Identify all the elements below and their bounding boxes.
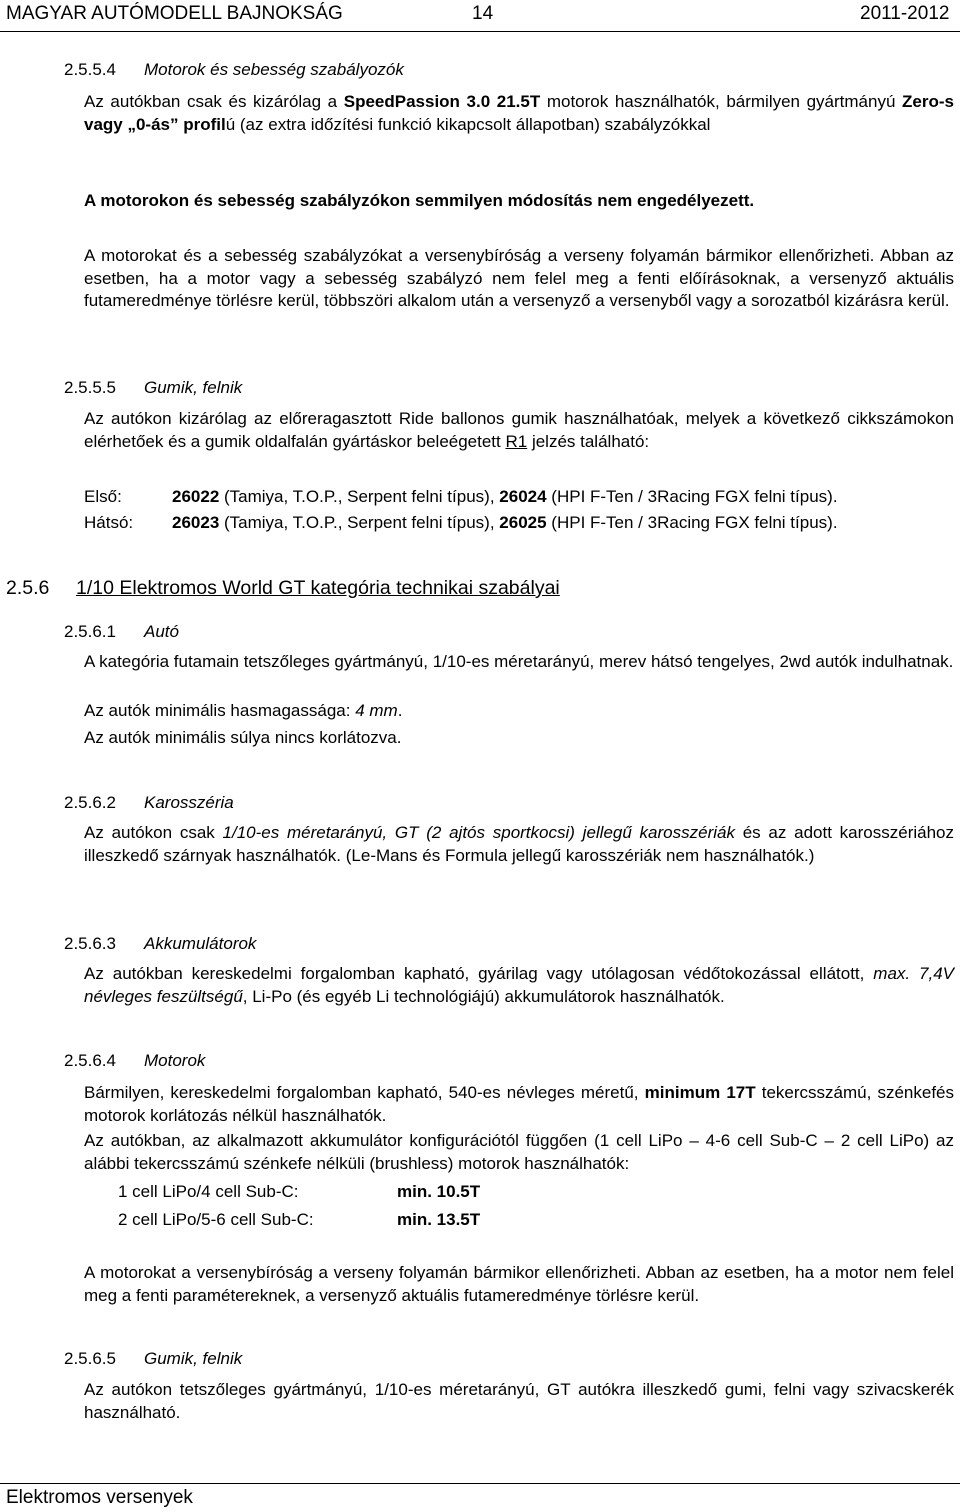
- section-title: Gumik, felnik: [144, 1349, 243, 1368]
- motor-row: 2 cell LiPo/5-6 cell Sub-C: min. 13.5T: [118, 1210, 481, 1229]
- section-heading-2-5-6-4: [64, 1050, 205, 1073]
- section-title: Motorok: [144, 1051, 206, 1070]
- section-heading-2-5-5-4: [64, 59, 404, 82]
- paragraph: Az autókon kizárólag az előreragasztott Ride ballonos gumik használhatóak, melyek a következő cikkszámokon elérhetőek és a gumik oldalfalán gyártáskor beleégetett R1 jelzés található:: [84, 409, 954, 451]
- paragraph: Az autókban csak és kizárólag a SpeedPassion 3.0 21.5T motorok használhatók, bármilyen gyártmányú Zero-s vagy „0-ás” profilú (az extra időzítési funkció kikapcsolt állapotban) szabályzókkal: [84, 92, 954, 134]
- header-rule: [0, 31, 960, 32]
- paragraph: A motorokat a versenybíróság a verseny folyamán bármikor ellenőrizheti. Abban az esetben, ha a motor nem felel meg a fenti paramétereknek, a versenyző aktuális futameredménye törlésre kerül.: [84, 1263, 954, 1305]
- section-number: 2.5.5.4: [64, 60, 116, 79]
- section-title: Motorok és sebesség szabályozók: [144, 60, 404, 79]
- section-number: 2.5.6.3: [64, 934, 116, 953]
- section-title: 1/10 Elektromos World GT kategória technikai szabályai: [76, 577, 560, 599]
- section-title: Karosszéria: [144, 793, 234, 812]
- section-number: 2.5.6.5: [64, 1349, 116, 1368]
- header-year: 2011-2012: [860, 3, 950, 24]
- tire-row-rear: Hátsó: 26023 (Tamiya, T.O.P., Serpent felni típus), 26025 (HPI F-Ten / 3Racing FGX felni típus).: [84, 513, 838, 532]
- paragraph: Az autókban kereskedelmi forgalomban kapható, gyárilag vagy utólagosan védőtokozással ellátott, max. 7,4V névleges feszültségű, Li-Po (és egyéb Li technológiájú) akkumulátorok használhatók.: [84, 964, 954, 1006]
- section-number: 2.5.6.2: [64, 793, 116, 812]
- paragraph: A kategória futamain tetszőleges gyártmányú, 1/10-es méretarányú, merev hátsó tengelyes, 2wd autók indulhatnak.: [84, 652, 954, 671]
- footer-text: Elektromos versenyek: [6, 1487, 193, 1508]
- section-heading-2-5-6-3: [64, 933, 256, 956]
- paragraph: Az autók minimális hasmagassága: 4 mm.: [84, 701, 403, 720]
- paragraph: Az autókban, az alkalmazott akkumulátor konfigurációtól függően (1 cell LiPo – 4-6 cell Sub-C – 2 cell LiPo) az alábbi tekercsszámú szénkefe nélküli (brushless) motorok használhatók:: [84, 1131, 954, 1173]
- section-heading-2-5-5-5: [64, 377, 242, 400]
- section-title: Akkumulátorok: [144, 934, 257, 953]
- section-heading-2-5-6-2: [64, 792, 234, 815]
- paragraph: Az autók minimális súlya nincs korlátozva.: [84, 728, 402, 747]
- header-title: MAGYAR AUTÓMODELL BAJNOKSÁG: [6, 3, 343, 24]
- paragraph: Az autókon csak 1/10-es méretarányú, GT (2 ajtós sportkocsi) jellegű karosszériák és az adott karosszériához illeszkedő szárnyak használhatók. (Le-Mans és Formula jellegű karosszériák nem használhatók.): [84, 823, 954, 865]
- section-title: Gumik, felnik: [144, 378, 243, 397]
- section-number: 2.5.6.4: [64, 1051, 116, 1070]
- footer-rule: [0, 1483, 960, 1484]
- section-heading-2-5-6-5: [64, 1348, 242, 1371]
- bold-notice: A motorokon és sebesség szabályzókon semmilyen módosítás nem engedélyezett.: [84, 191, 755, 210]
- paragraph: A motorokat és a sebesség szabályzókat a versenybíróság a verseny folyamán bármikor ellenőrizheti. Abban az esetben, ha a motor vagy a sebesség szabályzó nem felel meg a fenti előírásoknak, a versenyző aktuális futameredménye törlésre kerül, többszöri alkalom után a versenyző a versenyből vagy a sorozatból kizárásra kerül.: [84, 246, 954, 310]
- section-number: 2.5.5.5: [64, 378, 116, 397]
- section-title: Autó: [144, 622, 179, 641]
- tire-row-front: Első: 26022 (Tamiya, T.O.P., Serpent felni típus), 26024 (HPI F-Ten / 3Racing FGX felni típus).: [84, 487, 838, 506]
- section-number: 2.5.6.1: [64, 622, 116, 641]
- page-number: 14: [472, 3, 494, 24]
- section-number: 2.5.6: [6, 577, 50, 599]
- section-heading-2-5-6-1: [64, 621, 179, 644]
- motor-row: 1 cell LiPo/4 cell Sub-C: min. 10.5T: [118, 1182, 481, 1201]
- paragraph: Bármilyen, kereskedelmi forgalomban kapható, 540-es névleges méretű, minimum 17T tekercsszámú, szénkefés motorok korlátozás nélkül használhatók.: [84, 1083, 954, 1125]
- section-heading-2-5-6: [6, 577, 560, 600]
- paragraph: Az autókon tetszőleges gyártmányú, 1/10-es méretarányú, GT autókra illeszkedő gumi, felni vagy szivacskerék használható.: [84, 1380, 954, 1422]
